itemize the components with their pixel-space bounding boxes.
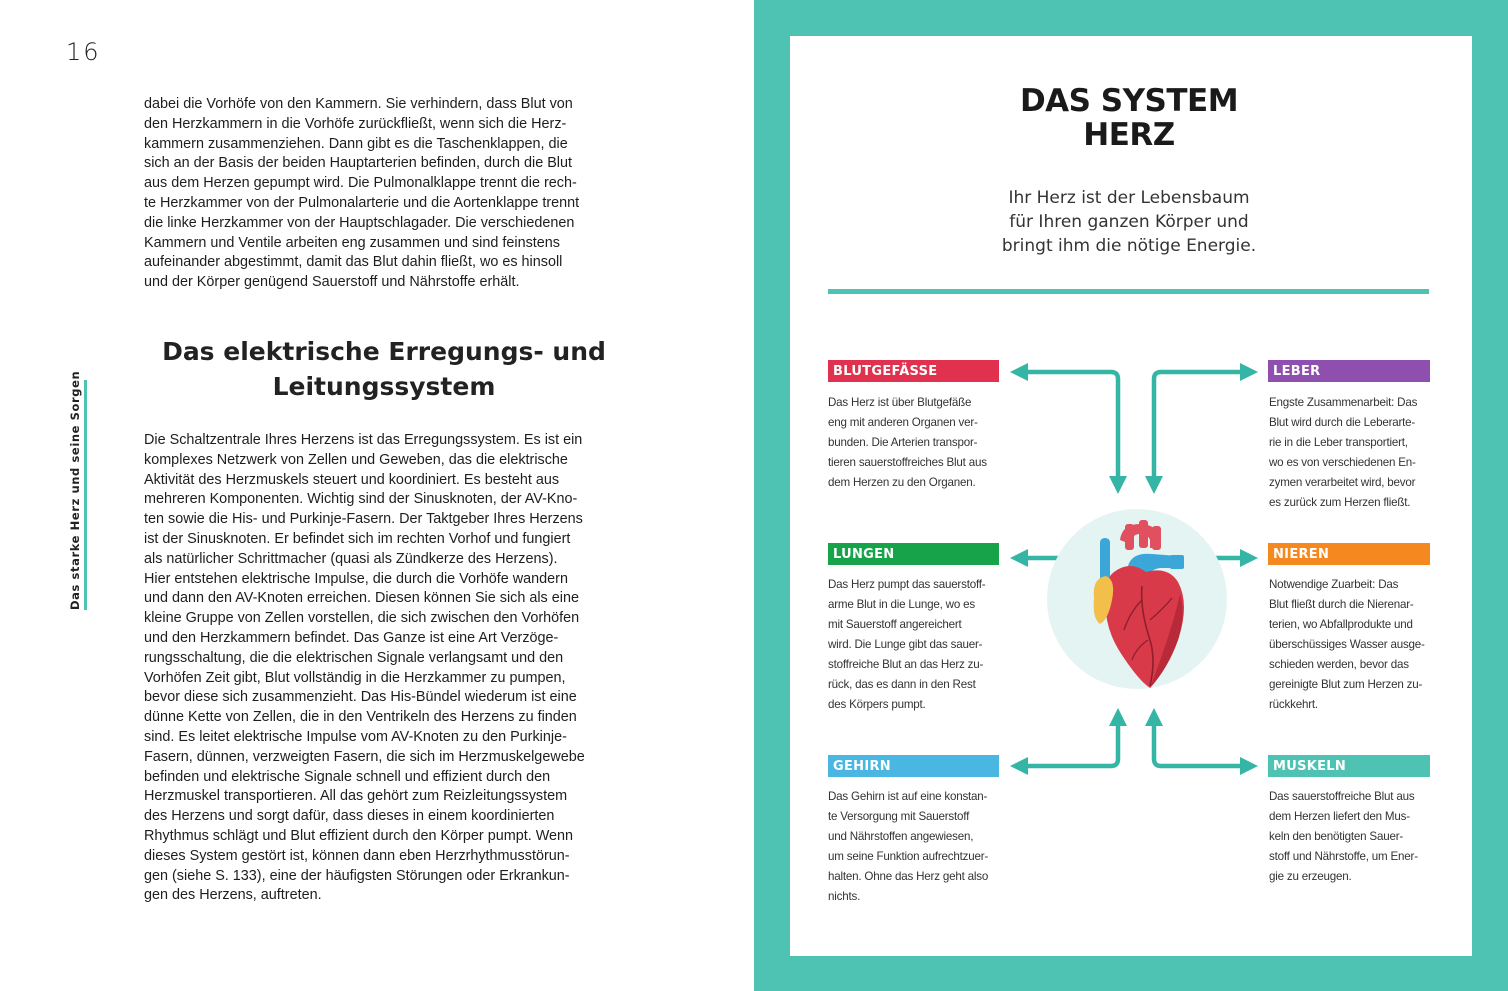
side-accent-line — [84, 380, 87, 610]
text-line: des Herzens und sorgt dafür, dass dieses in einem koordinierten — [144, 808, 555, 825]
text-line: den Herzkammern in die Vorhöfe zurückfließt, wenn sich die Herz- — [144, 115, 567, 132]
organ-text-lungen — [828, 575, 1008, 715]
organ-label-gehirn: GEHIRN — [828, 755, 999, 777]
organ-text-leber — [1269, 393, 1449, 513]
organ-label-blutgefaesse: BLUTGEFÄSSE — [828, 360, 999, 382]
organ-text-line: tieren sauerstoffreiches Blut aus — [828, 456, 987, 469]
text-line: und dann den AV-Knoten erreichen. Diesen können Sie sich als eine — [144, 590, 579, 607]
text-line: und den Herzkammern befindet. Das Ganze ist eine Art Verzöge- — [144, 629, 559, 646]
organ-text-line: terien, wo Abfallprodukte und — [1269, 618, 1413, 631]
body-paragraph — [144, 431, 624, 906]
organ-text-line: bunden. Die Arterien transpor- — [828, 436, 978, 449]
text-line: und der Körper genügend Sauerstoff und Nährstoffe erhält. — [144, 274, 520, 291]
organ-text-line: und Nährstoffen angewiesen, — [828, 830, 974, 843]
organ-text-blutgefaesse — [828, 393, 1008, 493]
subtitle-line: für Ihren ganzen Körper und — [1009, 212, 1249, 232]
text-line: Fasern, dünnen, verzweigten Fasern, die sich im Herzmuskelgewebe — [144, 748, 585, 765]
organ-text-line: überschüssiges Wasser ausge- — [1269, 638, 1425, 651]
text-line: befinden und elektrische Signale schnell und effizient durch den — [144, 768, 551, 785]
organ-text-line: rück, das es dann in den Rest — [828, 678, 976, 691]
organ-text-line: stoff und Nährstoffe, um Ener- — [1269, 850, 1418, 863]
organ-text-line: te Versorgung mit Sauerstoff — [828, 810, 970, 823]
organ-text-line: des Körpers pumpt. — [828, 698, 926, 711]
organ-text-line: schieden werden, bevor das — [1269, 658, 1409, 671]
text-line: Aktivität des Herzmuskels steuert und koordiniert. Es besteht aus — [144, 471, 560, 488]
text-line: gen (siehe S. 133), eine der häufigsten Störungen oder Erkrankun- — [144, 867, 570, 884]
organ-text-line: keln den benötigten Sauer- — [1269, 830, 1404, 843]
text-line: dieses System gestört ist, können dann eben Herzrhythmusstörun- — [144, 847, 570, 864]
section-heading-line: Das elektrische Erregungs- und — [162, 337, 606, 366]
text-line: Hier entstehen elektrische Impulse, die durch die Vorhöfe wandern — [144, 570, 568, 587]
organ-text-nieren — [1269, 575, 1449, 715]
text-line: mehreren Komponenten. Wichtig sind der Sinusknoten, der AV-Kno- — [144, 491, 578, 508]
organ-label-nieren: NIEREN — [1268, 543, 1430, 565]
text-line: aufeinander abgestimmt, damit das Blut dahin fließt, wo es hinsoll — [144, 254, 563, 271]
section-heading-line: Leitungssystem — [272, 372, 496, 401]
organ-text-line: mit Sauerstoff angereichert — [828, 618, 962, 631]
organ-text-line: Blut fließt durch die Nierenar- — [1269, 598, 1414, 611]
organ-text-line: halten. Ohne das Herz geht also — [828, 870, 989, 883]
infographic-title-line: HERZ — [1083, 117, 1175, 153]
organ-label-muskeln: MUSKELN — [1268, 755, 1430, 777]
organ-text-line: gereinigte Blut zum Herzen zu- — [1269, 678, 1423, 691]
organ-text-line: Das Gehirn ist auf eine konstan- — [828, 790, 988, 803]
organ-text-muskeln — [1269, 787, 1449, 887]
heart-diagram — [1000, 355, 1268, 785]
text-line: kammern zusammenziehen. Dann gibt es die Taschenklappen, die — [144, 135, 568, 152]
infographic-title — [790, 84, 1468, 152]
organ-text-line: Blut wird durch die Leberarte- — [1269, 416, 1416, 429]
text-line: Vorhöfen Zeit gibt, Blut vollständig in die Herzkammer zu pumpen, — [144, 669, 566, 686]
organ-text-line: stoffreiche Blut an das Herz zu- — [828, 658, 984, 671]
organ-text-line: Das Herz pumpt das sauerstoff- — [828, 578, 986, 591]
text-line: rungsschaltung, die die elektrischen Signale verlangsamt und den — [144, 649, 564, 666]
organ-text-line: rie in die Leber transportiert, — [1269, 436, 1408, 449]
organ-text-line: Notwendige Zuarbeit: Das — [1269, 578, 1399, 591]
text-line: kleine Gruppe von Zellen vorstellen, die sich zwischen den Vorhöfen — [144, 610, 580, 627]
chapter-side-label: Das starke Herz und seine Sorgen — [68, 370, 82, 610]
organ-text-line: wird. Die Lunge gibt das sauer- — [828, 638, 983, 651]
text-line: bevor diese sich zusammenzieht. Das His-Bündel wiederum ist eine — [144, 689, 577, 706]
page-number: 16 — [66, 38, 101, 66]
text-line: aus dem Herzen gepumpt wird. Die Pulmonalklappe trennt die rech- — [144, 175, 577, 192]
text-line: Kammern und Ventile arbeiten eng zusammen und sind feinstens — [144, 234, 560, 251]
organ-text-line: es zurück zum Herzen fließt. — [1269, 496, 1411, 509]
organ-text-line: nichts. — [828, 890, 861, 903]
organ-text-line: dem Herzen liefert den Mus- — [1269, 810, 1410, 823]
divider-rule — [828, 289, 1429, 294]
text-line: gen des Herzens, auftreten. — [144, 887, 322, 904]
infographic-subtitle — [790, 186, 1468, 258]
organ-text-line: Engste Zusammenarbeit: Das — [1269, 396, 1418, 409]
text-line: Herzmuskel transportieren. All das gehört zum Reizleitungssystem — [144, 788, 568, 805]
text-line: als natürlicher Schrittmacher (quasi als Zündkerze des Herzens). — [144, 550, 558, 567]
arrow-muskeln — [1154, 724, 1242, 766]
text-line: die linke Herzkammer von der Hauptschlagader. Die verschiedenen — [144, 214, 575, 231]
organ-label-lungen: LUNGEN — [828, 543, 999, 565]
text-line: Rhythmus schlägt und Blut effizient durch den Körper pumpt. Wenn — [144, 827, 574, 844]
arrow-blutgefaesse — [1025, 372, 1118, 478]
organ-label-leber: LEBER — [1268, 360, 1430, 382]
text-line: ten sowie die His- und Purkinje-Fasern. Der Taktgeber Ihres Herzens — [144, 511, 583, 528]
text-line: sind. Es leitet elektrische Impulse vom AV-Knoten zu den Purkinje- — [144, 728, 567, 745]
organ-text-line: Das sauerstoffreiche Blut aus — [1269, 790, 1415, 803]
text-line: komplexes Netzwerk von Zellen und Geweben, das die elektrische — [144, 451, 568, 468]
section-heading — [144, 334, 624, 404]
subtitle-line: Ihr Herz ist der Lebensbaum — [1008, 188, 1250, 208]
text-line: dabei die Vorhöfe von den Kammern. Sie verhindern, dass Blut von — [144, 96, 573, 112]
text-line: te Herzkammer von der Pulmonalarterie und die Aortenklappe trennt — [144, 194, 580, 211]
arrow-leber — [1154, 372, 1242, 478]
arrow-gehirn — [1025, 724, 1118, 766]
text-line: sich an der Basis der beiden Hauptarterien befinden, durch die Blut — [144, 155, 572, 172]
organ-text-line: eng mit anderen Organen ver- — [828, 416, 978, 429]
organ-text-line: arme Blut in die Lunge, wo es — [828, 598, 975, 611]
organ-text-line: rückkehrt. — [1269, 698, 1318, 711]
organ-text-line: zymen verarbeitet wird, bevor — [1269, 476, 1416, 489]
infographic-title-line: DAS SYSTEM — [1019, 83, 1239, 119]
organ-text-line: gie zu erzeugen. — [1269, 870, 1352, 883]
organ-text-line: um seine Funktion aufrechtzuer- — [828, 850, 989, 863]
organ-text-line: wo es von verschiedenen En- — [1269, 456, 1416, 469]
intro-paragraph — [144, 95, 624, 293]
organ-text-line: Das Herz ist über Blutgefäße — [828, 396, 972, 409]
subtitle-line: bringt ihm die nötige Energie. — [1001, 236, 1257, 256]
text-line: ist der Sinusknoten. Er befindet sich im rechten Vorhof und fungiert — [144, 530, 571, 547]
organ-text-line: dem Herzen zu den Organen. — [828, 476, 976, 489]
text-line: dünne Kette von Zellen, die in den Ventrikeln des Herzens zu finden — [144, 709, 577, 726]
organ-text-gehirn — [828, 787, 1008, 907]
text-line: Die Schaltzentrale Ihres Herzens ist das Erregungssystem. Es ist ein — [144, 432, 583, 448]
